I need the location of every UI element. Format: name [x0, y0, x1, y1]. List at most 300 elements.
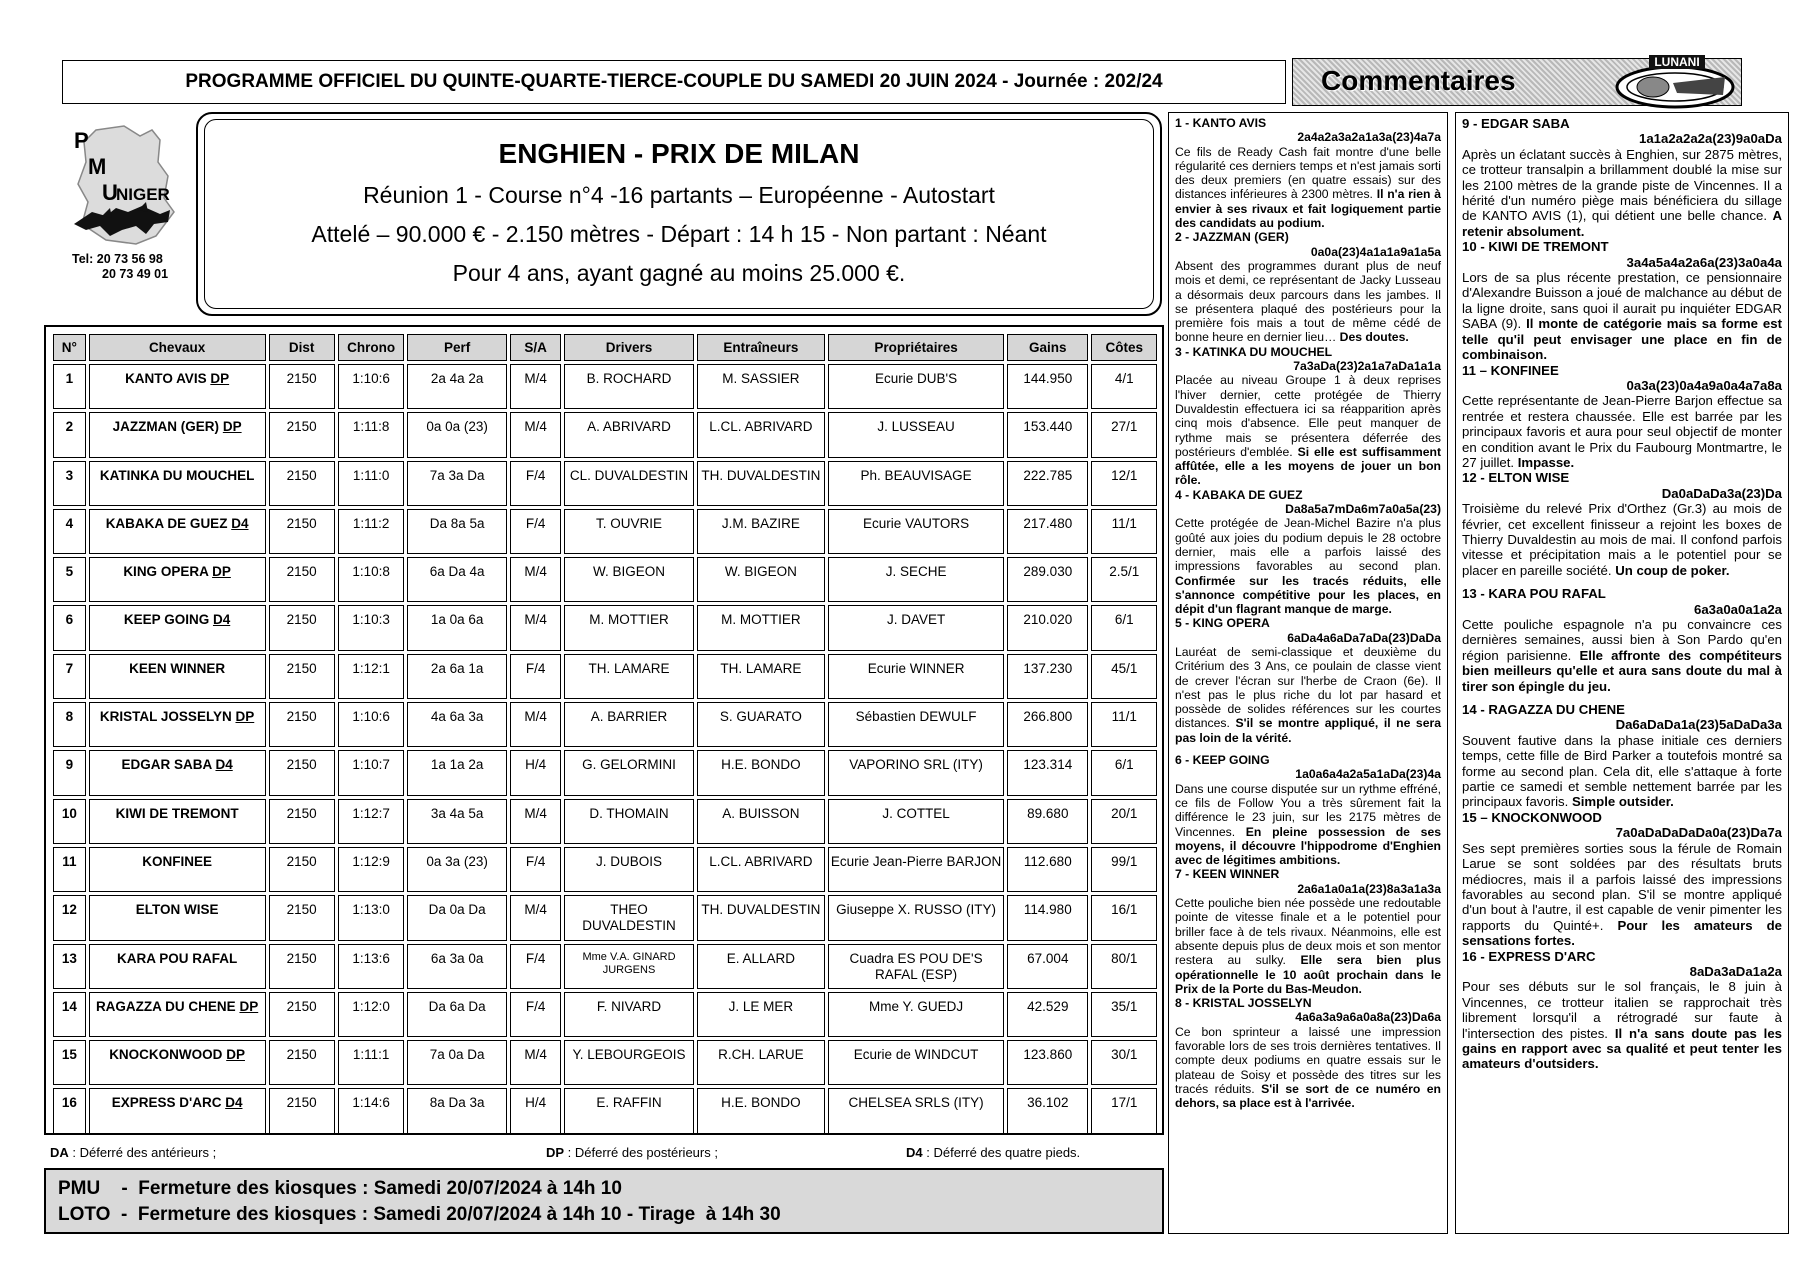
- comment-horse-heading: 1 - KANTO AVIS: [1175, 116, 1267, 130]
- cell-cote: 80/1: [1091, 944, 1157, 989]
- comment-entry: [1175, 616, 1441, 745]
- cell-owner: Ph. BEAUVISAGE: [828, 461, 1004, 506]
- comment-verdict: Confirmée sur les tracés réduits, elle s'annonce compétitive pour les places, en dépit d'un flagrant manque de marge.: [1175, 573, 1441, 617]
- cell-sa: H/4: [510, 1088, 561, 1133]
- pmu-closing-line: PMU - Fermeture des kiosques : Samedi 20/07/2024 à 14h 10: [58, 1178, 622, 1199]
- shoeing-tag: D4: [231, 515, 249, 531]
- cell-chrono: 1:12:1: [338, 654, 405, 699]
- comment-verdict: Elle affronte des compétiteurs bien meilleurs qu'elle et aura sans doute du mal à tirer son épingle du jeu.: [1462, 647, 1782, 694]
- cell-chrono: 1:10:3: [338, 605, 405, 650]
- cell-perf: 0a 3a (23): [407, 847, 506, 892]
- column-header: N°: [53, 334, 86, 361]
- comment-form-code: Da0aDaDa3a(23)Da: [1661, 485, 1782, 501]
- cell-chrono: 1:13:6: [338, 944, 405, 989]
- cell-trainer: M. SASSIER: [697, 364, 825, 409]
- comment-text: [1462, 270, 1782, 362]
- comment-entry: [1175, 488, 1441, 617]
- cell-trainer: L.CL. ABRIVARD: [697, 847, 825, 892]
- comment-text: [1462, 393, 1782, 470]
- cell-sa: M/4: [510, 605, 561, 650]
- comment-verdict: A retenir absolument.: [1462, 208, 1783, 239]
- column-header: Perf: [407, 334, 506, 361]
- comment-form-code: 6a3a0a0a1a2a: [1693, 601, 1782, 617]
- comment-body: Absent des programmes durant plus de neuf mois et demi, ce représentant de Jacky Lusseau a désormais deux parcours dans les jambes. Il se présentera plaqué des postérieurs pour la première fois mais a tout de même cédé de bonne heure en dernier lieu…: [1175, 258, 1441, 345]
- cell-gains: 137.230: [1007, 654, 1088, 699]
- comment-entry: [1462, 239, 1782, 362]
- table-row: [53, 1040, 1157, 1085]
- cell-driver: Mme V.A. GINARD JURGENS: [564, 944, 693, 989]
- horse-name: KIWI DE TREMONT: [115, 805, 239, 821]
- cell-horse: [89, 944, 266, 989]
- cell-n: 1: [53, 364, 86, 409]
- cell-perf: 3a 4a 5a: [407, 799, 506, 844]
- cell-dist: 2150: [269, 847, 335, 892]
- cell-owner: Mme Y. GUEDJ: [828, 992, 1004, 1037]
- shoeing-tag: DP: [239, 998, 259, 1014]
- cell-dist: 2150: [269, 799, 335, 844]
- cell-chrono: 1:10:8: [338, 557, 405, 602]
- comment-body: Souvent fautive dans la phase initiale ces derniers temps, cette fille de Bird Parker a toutefois montré sa forme au second plan. Cela dit, elle s'attaque à forte partie ce samedi et semble nettement barrée par les principaux favoris.: [1462, 732, 1782, 810]
- cell-cote: 16/1: [1091, 895, 1157, 940]
- cell-chrono: 1:11:8: [338, 412, 405, 457]
- comment-text: [1175, 259, 1441, 345]
- cell-horse: [89, 412, 266, 457]
- cell-cote: 17/1: [1091, 1088, 1157, 1133]
- column-header: Gains: [1007, 334, 1088, 361]
- comment-entry: [1462, 363, 1782, 471]
- horse-name: KNOCKONWOOD: [109, 1047, 223, 1063]
- comment-text: [1175, 782, 1441, 868]
- table-row: [53, 750, 1157, 795]
- cell-cote: 27/1: [1091, 412, 1157, 457]
- cell-cote: 12/1: [1091, 461, 1157, 506]
- column-header: Chrono: [338, 334, 405, 361]
- shoeing-tag: D4: [212, 612, 231, 628]
- cell-perf: 7a 0a Da: [407, 1040, 506, 1085]
- lunani-logo-text: LUNANI: [1654, 55, 1700, 69]
- cell-owner: J. COTTEL: [828, 799, 1004, 844]
- cell-sa: M/4: [510, 895, 561, 940]
- cell-perf: 0a 0a (23): [407, 412, 506, 457]
- cell-n: 3: [53, 461, 86, 506]
- cell-owner: Ecurie DUB'S: [828, 364, 1004, 409]
- cell-gains: 89.680: [1007, 799, 1088, 844]
- comment-text: [1462, 501, 1782, 578]
- cell-n: 11: [53, 847, 86, 892]
- comment-body: Dans une course disputée sur un rythme effréné, ce fils de Follow You a très sûrement fait la différence le 23 juin, sur les 2175 mètres de Vincennes.: [1175, 781, 1441, 839]
- horse-name: KARA POU RAFAL: [116, 950, 238, 966]
- cell-owner: Ecurie VAUTORS: [828, 509, 1004, 554]
- cell-trainer: TH. DUVALDESTIN: [697, 895, 825, 940]
- comment-body: Cette protégée de Jean-Michel Bazire n'a plus goûté aux joies du podium depuis le 28 octobre dernier, mais elle a parfois laissé des impressions favorables au second plan.: [1175, 516, 1441, 574]
- comment-form-code: 2a4a2a3a2a1a3a(23)4a7a: [1297, 130, 1441, 145]
- cell-horse: [89, 799, 266, 844]
- comments-column-1: [1168, 112, 1448, 1234]
- lunani-logo-icon: [1585, 49, 1737, 109]
- cell-sa: M/4: [510, 1040, 561, 1085]
- cell-driver: Y. LEBOURGEOIS: [564, 1040, 693, 1085]
- shoeing-tag: D4: [225, 1095, 243, 1111]
- comment-horse-heading: 13 - KARA POU RAFAL: [1462, 586, 1606, 602]
- race-title: ENGHIEN - PRIX DE MILAN: [498, 138, 860, 169]
- comment-entry: [1175, 753, 1441, 867]
- comment-horse-heading: 7 - KEEN WINNER: [1175, 867, 1280, 882]
- cell-horse: [89, 895, 266, 940]
- horse-name: KEEP GOING: [123, 612, 210, 628]
- horse-name: KRISTAL JOSSELYN: [99, 709, 232, 725]
- cell-gains: 36.102: [1007, 1088, 1088, 1133]
- cell-sa: M/4: [510, 799, 561, 844]
- cell-perf: 8a Da 3a: [407, 1088, 506, 1133]
- cell-owner: VAPORINO SRL (ITY): [828, 750, 1004, 795]
- cell-trainer: S. GUARATO: [697, 702, 825, 747]
- cell-horse: [89, 702, 266, 747]
- cell-dist: 2150: [269, 605, 335, 650]
- comment-body: Ce bon sprinteur a laissé une impression favorable lors de ses trois dernières tentatives. Il compte deux podiums en quatre essais sur le plateau de Soisy et possède des titres sur les tracés réduits.: [1175, 1024, 1441, 1096]
- closing-times-box: [44, 1168, 1164, 1234]
- comment-form-code: 7a0aDaDaDaDa0a(23)Da7a: [1615, 825, 1782, 841]
- cell-perf: 2a 6a 1a: [407, 654, 506, 699]
- comment-horse-heading: 8 - KRISTAL JOSSELYN: [1175, 996, 1312, 1011]
- cell-horse: [89, 364, 266, 409]
- cell-n: 9: [53, 750, 86, 795]
- comment-entry: [1462, 470, 1782, 578]
- column-header: S/A: [510, 334, 561, 361]
- comment-horse-heading: 4 - KABAKA DE GUEZ: [1175, 487, 1303, 502]
- cell-chrono: 1:11:1: [338, 1040, 405, 1085]
- horse-name: KATINKA DU MOUCHEL: [99, 467, 255, 483]
- cell-cote: 6/1: [1091, 750, 1157, 795]
- cell-gains: 266.800: [1007, 702, 1088, 747]
- legend-d4: D4 : Déferré des quatre pieds.: [906, 1145, 1081, 1160]
- comment-horse-heading: 11 – KONFINEE: [1462, 362, 1559, 378]
- comment-form-code: Da8a5a7mDa6m7a0a5a(23): [1285, 502, 1441, 517]
- comment-body: Ses sept premières sorties sous la férule de Romain Larue se sont soldées par des résultats bruts médiocres, mais il a parfois laissé des impressions favorables au second plan. S'il se montre appliqué d'un bout à l'autre, il est capable de venir pimenter les rapports du Quinté+.: [1462, 840, 1782, 933]
- cell-driver: THEO DUVALDESTIN: [564, 895, 693, 940]
- cell-horse: [89, 750, 266, 795]
- cell-gains: 144.950: [1007, 364, 1088, 409]
- cell-sa: H/4: [510, 750, 561, 795]
- cell-perf: 2a 4a 2a: [407, 364, 506, 409]
- comment-text: [1462, 617, 1782, 694]
- comment-form-code: 6aDa4a6aDa7aDa(23)DaDa: [1287, 630, 1441, 645]
- shoeing-tag: DP: [212, 564, 231, 580]
- comment-text: [1462, 979, 1782, 1071]
- cell-perf: 7a 3a Da: [407, 461, 506, 506]
- comment-verdict: Si elle est suffisamment affûtée, elle a les moyens de jouer un bon rôle.: [1175, 444, 1442, 488]
- comment-verdict: S'il se montre appliqué, il ne sera pas loin de la vérité.: [1175, 716, 1441, 745]
- cell-cote: 35/1: [1091, 992, 1157, 1037]
- cell-perf: 1a 1a 2a: [407, 750, 506, 795]
- cell-driver: D. THOMAIN: [564, 799, 693, 844]
- logo-letter-u: U: [102, 180, 118, 205]
- column-header: Chevaux: [89, 334, 266, 361]
- comment-entry: [1175, 345, 1441, 488]
- comment-body: Cette pouliche bien née possède une redoutable pointe de vitesse finale et a le potentiel pour briller face à de tels rivaux. Néanmoins, elle est absente depuis plus de deux mois et son mentor restera au sulky.: [1175, 896, 1441, 968]
- comment-text: [1462, 841, 1782, 949]
- cell-cote: 45/1: [1091, 654, 1157, 699]
- cell-n: 12: [53, 895, 86, 940]
- cell-chrono: 1:10:6: [338, 702, 405, 747]
- cell-sa: F/4: [510, 847, 561, 892]
- loto-closing-line: LOTO - Fermeture des kiosques : Samedi 20/07/2024 à 14h 10 - Tirage à 14h 30: [58, 1204, 781, 1225]
- cell-owner: J. DAVET: [828, 605, 1004, 650]
- cell-gains: 123.314: [1007, 750, 1088, 795]
- contact-phones: [72, 252, 168, 282]
- cell-n: 4: [53, 509, 86, 554]
- comment-body: Après un éclatant succès à Enghien, sur 2875 mètres, ce trotteur transalpin a brillamment doublé la mise sur les 2100 mètres de la grande piste de Vincennes. Il a hérité d'un numéro piège mais bénéficiera du sillage de KANTO AVIS (1), qui détient une belle chance.: [1462, 146, 1782, 224]
- horse-name: KING OPERA: [123, 564, 209, 580]
- cell-driver: G. GELORMINI: [564, 750, 693, 795]
- cell-horse: [89, 992, 266, 1037]
- logo-letter-p: P: [74, 128, 89, 153]
- cell-owner: Ecurie de WINDCUT: [828, 1040, 1004, 1085]
- cell-gains: 217.480: [1007, 509, 1088, 554]
- cell-owner: J. SECHE: [828, 557, 1004, 602]
- comment-verdict: Simple outsider.: [1571, 794, 1674, 810]
- table-row: [53, 992, 1157, 1037]
- cell-n: 16: [53, 1088, 86, 1133]
- cell-owner: Cuadra ES POU DE'S RAFAL (ESP): [828, 944, 1004, 989]
- cell-chrono: 1:12:9: [338, 847, 405, 892]
- table-row: [53, 557, 1157, 602]
- race-details-line1: Réunion 1 - Course n°4 -16 partants – Européenne - Autostart: [363, 182, 995, 208]
- cell-gains: 210.020: [1007, 605, 1088, 650]
- cell-cote: 11/1: [1091, 509, 1157, 554]
- cell-horse: [89, 1088, 266, 1133]
- table-row: [53, 412, 1157, 457]
- cell-driver: E. RAFFIN: [564, 1088, 693, 1133]
- comment-entry: [1462, 586, 1782, 694]
- comment-form-code: 3a4a5a4a2a6a(23)3a0a4a: [1626, 254, 1782, 270]
- cell-horse: [89, 847, 266, 892]
- cell-dist: 2150: [269, 412, 335, 457]
- cell-n: 15: [53, 1040, 86, 1085]
- comment-text: [1462, 733, 1782, 810]
- cell-dist: 2150: [269, 944, 335, 989]
- cell-n: 5: [53, 557, 86, 602]
- cell-driver: A. ABRIVARD: [564, 412, 693, 457]
- cell-cote: 4/1: [1091, 364, 1157, 409]
- comment-form-code: 1a0a6a4a2a5a1aDa(23)4a: [1295, 767, 1441, 782]
- cell-driver: J. DUBOIS: [564, 847, 693, 892]
- cell-owner: Giuseppe X. RUSSO (ITY): [828, 895, 1004, 940]
- comment-horse-heading: 10 - KIWI DE TREMONT: [1462, 239, 1609, 255]
- cell-dist: 2150: [269, 1040, 335, 1085]
- cell-driver: W. BIGEON: [564, 557, 693, 602]
- cell-gains: 112.680: [1007, 847, 1088, 892]
- table-row: [53, 799, 1157, 844]
- race-details-line2: Attelé – 90.000 € - 2.150 mètres - Départ : 14 h 15 - Non partant : Néant: [311, 221, 1047, 247]
- cell-sa: M/4: [510, 702, 561, 747]
- legend-da: DA : Déferré des antérieurs ;: [50, 1145, 217, 1160]
- cell-gains: 123.860: [1007, 1040, 1088, 1085]
- shoeing-tag: DP: [210, 371, 230, 386]
- cell-n: 2: [53, 412, 86, 457]
- comment-text: [1462, 147, 1782, 239]
- cell-n: 13: [53, 944, 86, 989]
- comment-horse-heading: 2 - JAZZMAN (GER): [1175, 230, 1289, 245]
- horse-name: ELTON WISE: [135, 902, 219, 918]
- comment-body: Cette pouliche espagnole n'a pu convaincre ces dernières semaines, aussi bien à Son Pardo qu'en région parisienne.: [1462, 617, 1782, 663]
- comment-verdict: Elle sera bien plus opérationnelle le 10 août prochain dans le Prix de la Porte du Bas-Meudon.: [1175, 953, 1442, 996]
- legend-dp: DP : Déferré des postérieurs ;: [546, 1145, 718, 1160]
- comment-verdict: Il monte de catégorie mais sa forme est telle qu'il peut envisager une place en fin de combinaison.: [1462, 316, 1782, 363]
- comment-entry: [1175, 996, 1441, 1110]
- phone-1: Tel: 20 73 56 98: [72, 252, 163, 266]
- comment-text: [1175, 373, 1441, 487]
- shoeing-tag: DP: [226, 1047, 245, 1063]
- comment-body: Lauréat de semi-classique et deuxième du Critérium des 3 Ans, ce poulain de classe vient de crever l'écran sur l'herbe de Craon (6e). Il n'est pas le plus riche du lot par hasard et possède de solides références sur les courtes distances.: [1175, 644, 1441, 731]
- comment-form-code: 4a6a3a9a6a0a8a(23)Da6a: [1295, 1010, 1441, 1025]
- cell-perf: 4a 6a 3a: [407, 702, 506, 747]
- shoeing-tag: DP: [235, 709, 255, 725]
- comment-body: Cette représentante de Jean-Pierre Barjon effectue sa rentrée et restera chaussée. Elle est barrée par les principaux favoris et aura pour seul objectif de monter en condition avant le Prix du Faubourg Montmartre, le 27 juillet.: [1462, 393, 1782, 470]
- cell-trainer: M. MOTTIER: [697, 605, 825, 650]
- cell-driver: M. MOTTIER: [564, 605, 693, 650]
- cell-chrono: 1:11:0: [338, 461, 405, 506]
- comment-verdict: Un coup de poker.: [1615, 562, 1730, 578]
- horse-name: EXPRESS D'ARC: [111, 1095, 222, 1111]
- comment-form-code: 0a0a(23)4a1a1a9a1a5a: [1310, 244, 1441, 259]
- cell-sa: M/4: [510, 364, 561, 409]
- horse-name: JAZZMAN (GER): [112, 419, 220, 435]
- cell-n: 14: [53, 992, 86, 1037]
- cell-dist: 2150: [269, 750, 335, 795]
- cell-gains: 289.030: [1007, 557, 1088, 602]
- cell-owner: Sébastien DEWULF: [828, 702, 1004, 747]
- spacer: [1175, 745, 1441, 753]
- cell-perf: Da 8a 5a: [407, 509, 506, 554]
- cell-n: 6: [53, 605, 86, 650]
- cell-owner: J. LUSSEAU: [828, 412, 1004, 457]
- column-header: Dist: [269, 334, 335, 361]
- cell-chrono: 1:10:7: [338, 750, 405, 795]
- comments-header: [1292, 55, 1742, 106]
- comment-text: [1175, 896, 1441, 996]
- cell-sa: F/4: [510, 944, 561, 989]
- horse-name: RAGAZZA DU CHENE: [95, 998, 236, 1014]
- cell-driver: F. NIVARD: [564, 992, 693, 1037]
- shoeing-tag: DP: [222, 419, 242, 435]
- comments-column-2: [1455, 112, 1789, 1234]
- table-row: [53, 461, 1157, 506]
- horse-name: KANTO AVIS: [125, 371, 207, 386]
- cell-dist: 2150: [269, 1088, 335, 1133]
- cell-dist: 2150: [269, 461, 335, 506]
- cell-gains: 222.785: [1007, 461, 1088, 506]
- shoeing-tag: D4: [215, 757, 233, 773]
- comment-horse-heading: 3 - KATINKA DU MOUCHEL: [1175, 344, 1333, 359]
- cell-trainer: A. BUISSON: [697, 799, 825, 844]
- cell-n: 10: [53, 799, 86, 844]
- comment-horse-heading: 9 - EDGAR SABA: [1462, 116, 1570, 131]
- cell-driver: TH. LAMARE: [564, 654, 693, 699]
- cell-horse: [89, 1040, 266, 1085]
- comment-body: Placée au niveau Groupe 1 à deux reprises l'hiver dernier, cette protégée de Thierry Duvaldestin effectuera ici sa réapparition après cinq mois d'absence. Elle peut manquer de rythme mais se présentera déferrée des postérieurs d'emblée.: [1175, 373, 1441, 459]
- runners-table: [50, 331, 1160, 1137]
- shoeing-legend: [46, 1138, 1164, 1166]
- comment-verdict: Il n'a sans doute pas les gains en rapport avec sa qualité et peut tenter les amateurs d'outsiders.: [1462, 1025, 1782, 1072]
- phone-2: 20 73 49 01: [102, 267, 169, 281]
- cell-horse: [89, 654, 266, 699]
- cell-gains: 153.440: [1007, 412, 1088, 457]
- comment-horse-heading: 12 - ELTON WISE: [1462, 470, 1570, 486]
- cell-perf: Da 0a Da: [407, 895, 506, 940]
- logo-letter-m: M: [88, 154, 107, 179]
- logo-word-niger: NIGER: [116, 185, 170, 204]
- table-row: [53, 895, 1157, 940]
- cell-chrono: 1:12:0: [338, 992, 405, 1037]
- comment-form-code: Da6aDaDa1a(23)5aDaDa3a: [1615, 717, 1782, 733]
- column-header: Propriétaires: [828, 334, 1004, 361]
- comment-form-code: 8aDa3aDa1a2a: [1689, 963, 1782, 979]
- horse-name: KEEN WINNER: [129, 660, 226, 676]
- spacer: [1462, 578, 1782, 586]
- cell-gains: 114.980: [1007, 895, 1088, 940]
- comment-verdict: Il n'a rien à envier à ses rivaux et fait logiquement partie des candidats au podium.: [1175, 187, 1441, 231]
- comment-verdict: Pour les amateurs de sensations fortes.: [1462, 917, 1782, 949]
- comment-horse-heading: 15 – KNOCKONWOOD: [1462, 809, 1602, 825]
- comment-text: [1175, 145, 1441, 231]
- cell-perf: 6a 3a 0a: [407, 944, 506, 989]
- cell-horse: [89, 557, 266, 602]
- column-header: Côtes: [1091, 334, 1157, 361]
- comment-horse-heading: 5 - KING OPERA: [1175, 616, 1270, 631]
- cell-sa: F/4: [510, 654, 561, 699]
- cell-cote: 11/1: [1091, 702, 1157, 747]
- cell-trainer: E. ALLARD: [697, 944, 825, 989]
- comment-horse-heading: 6 - KEEP GOING: [1175, 753, 1270, 768]
- comment-verdict: Impasse.: [1517, 454, 1575, 470]
- comment-entry: [1175, 867, 1441, 996]
- cell-chrono: 1:13:0: [338, 895, 405, 940]
- cell-horse: [89, 461, 266, 506]
- comment-text: [1175, 1025, 1441, 1111]
- comment-entry: [1462, 116, 1782, 239]
- cell-owner: Ecurie Jean-Pierre BARJON: [828, 847, 1004, 892]
- cell-cote: 99/1: [1091, 847, 1157, 892]
- cell-chrono: 1:11:2: [338, 509, 405, 554]
- cell-dist: 2150: [269, 654, 335, 699]
- cell-sa: F/4: [510, 509, 561, 554]
- cell-perf: Da 6a Da: [407, 992, 506, 1037]
- table-row: [53, 509, 1157, 554]
- cell-dist: 2150: [269, 557, 335, 602]
- cell-driver: B. ROCHARD: [564, 364, 693, 409]
- comment-entry: [1175, 116, 1441, 230]
- comment-entry: [1462, 949, 1782, 1072]
- race-info-box: [196, 112, 1162, 316]
- comment-entry: [1175, 230, 1441, 344]
- cell-dist: 2150: [269, 702, 335, 747]
- table-row: [53, 702, 1157, 747]
- cell-trainer: L.CL. ABRIVARD: [697, 412, 825, 457]
- cell-trainer: W. BIGEON: [697, 557, 825, 602]
- cell-gains: 42.529: [1007, 992, 1088, 1037]
- comment-text: [1175, 516, 1441, 616]
- cell-n: 8: [53, 702, 86, 747]
- cell-cote: 20/1: [1091, 799, 1157, 844]
- comment-body: Lors de sa plus récente prestation, ce pensionnaire d'Alexandre Buisson a joué de malchance au début de la ligne droite, sans quoi il aurait pu inquiéter EDGAR SABA (9).: [1462, 270, 1782, 332]
- comments-label: Commentaires: [1321, 65, 1516, 96]
- cell-n: 7: [53, 654, 86, 699]
- cell-dist: 2150: [269, 364, 335, 409]
- cell-owner: Ecurie WINNER: [828, 654, 1004, 699]
- comment-entry: [1462, 702, 1782, 810]
- race-conditions: Pour 4 ans, ayant gagné au moins 25.000 €.: [452, 260, 906, 286]
- cell-sa: F/4: [510, 992, 561, 1037]
